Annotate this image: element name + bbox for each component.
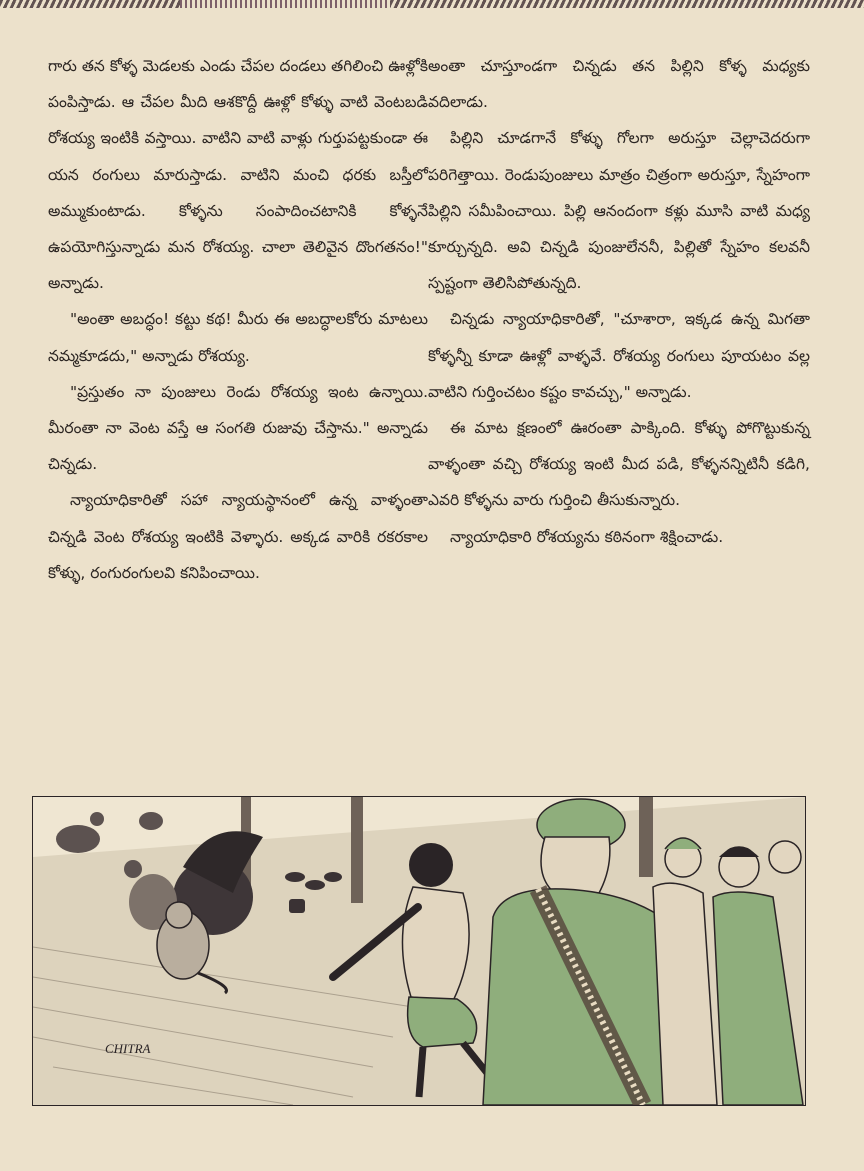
paragraph: చిన్నడు న్యాయాధికారితో, "చూశారా, ఇక్కడ ఉన్న మిగతా కోళ్ళన్నీ కూడా ఊళ్లో వాళ్ళవే. రోశయ్య రంగులు పూయటం వల్ల వాటిని గుర్తించటం కష్టం కావచ్చు," అన్నాడు.	[428, 310, 810, 401]
top-decorative-strip	[0, 0, 864, 8]
story-illustration	[32, 796, 806, 1106]
artist-signature: CHITRA	[105, 1041, 151, 1056]
right-text-column	[428, 48, 810, 555]
door-post	[351, 797, 363, 903]
illustration-drawing	[33, 797, 805, 1105]
left-text-column	[48, 48, 428, 591]
paragraph: న్యాయాధికారితో సహా న్యాయస్థానంలో ఉన్న వాళ్ళంతా చిన్నడి వెంట రోశయ్య ఇంటికి వెళ్ళారు. అక్కడ వారికి రకరకాల కోళ్ళు, రంగురంగులవి కనిపించాయి.	[48, 491, 428, 582]
door-post	[639, 797, 653, 877]
paragraph: "ప్రస్తుతం నా పుంజులు రెండు రోశయ్య ఇంట ఉన్నాయి. మీరంతా నా వెంట వస్తే ఆ సంగతి రుజువు చేస్తాను." అన్నాడు చిన్నడు.	[48, 382, 428, 474]
paragraph: పిల్లిని చూడగానే కోళ్ళు గోలగా అరుస్తూ చెల్లాచెదరుగా పరిగెత్తాయి. రెండుపుంజులు మాత్రం చిత్రంగా అరుస్తూ, స్నేహంగా పిల్లిని సమీపించాయి. పిల్లి ఆనందంగా కళ్లు మూసి వాటి మధ్య కూర్చున్నది. అవి చిన్నడి పుంజులేననీ, పిల్లితో స్నేహం కలవనీ స్పష్టంగా తెలిసిపోతున్నది.	[428, 129, 810, 293]
paragraph: న్యాయాధికారి రోశయ్యను కఠినంగా శిక్షించాడు.	[450, 527, 724, 546]
paragraph: గారు తన కోళ్ళ మెడలకు ఎండు చేపల దండలు తగిలించి ఊళ్లోకి పంపిస్తాడు. ఆ చేపల మీది ఆశకొద్దీ ఊళ్లో కోళ్ళు వాటి వెంటబడి రోశయ్య ఇంటికి వస్తాయి. వాటిని వాటి వాళ్లు గుర్తుపట్టకుండా ఈ యన రంగులు మారుస్తాడు. వాటిని మంచి ధరకు బస్తీలో అమ్ముకుంటాడు. కోళ్ళను సంపాదించటానికి కోళ్ళనే ఉపయోగిస్తున్నాడు మన రోశయ్య. చాలా తెలివైన దొంగతనం!" అన్నాడు.	[48, 57, 428, 293]
paragraph: అంతా చూస్తూండగా చిన్నడు తన పిల్లిని కోళ్ళ మధ్యకు వదిలాడు.	[428, 57, 810, 112]
paragraph: "అంతా అబద్ధం! కట్టు కథ! మీరు ఈ అబద్ధాలకోరు మాటలు నమ్మకూడదు," అన్నాడు రోశయ్య.	[48, 310, 428, 365]
paragraph: ఈ మాట క్షణంలో ఊరంతా పాక్కింది. కోళ్ళు పోగొట్టుకున్న వాళ్ళంతా వచ్చి రోశయ్య ఇంటి మీద పడి, కోళ్ళనన్నిటినీ కడిగి, ఎవరి కోళ్ళను వారు గుర్తించి తీసుకున్నారు.	[428, 419, 810, 510]
